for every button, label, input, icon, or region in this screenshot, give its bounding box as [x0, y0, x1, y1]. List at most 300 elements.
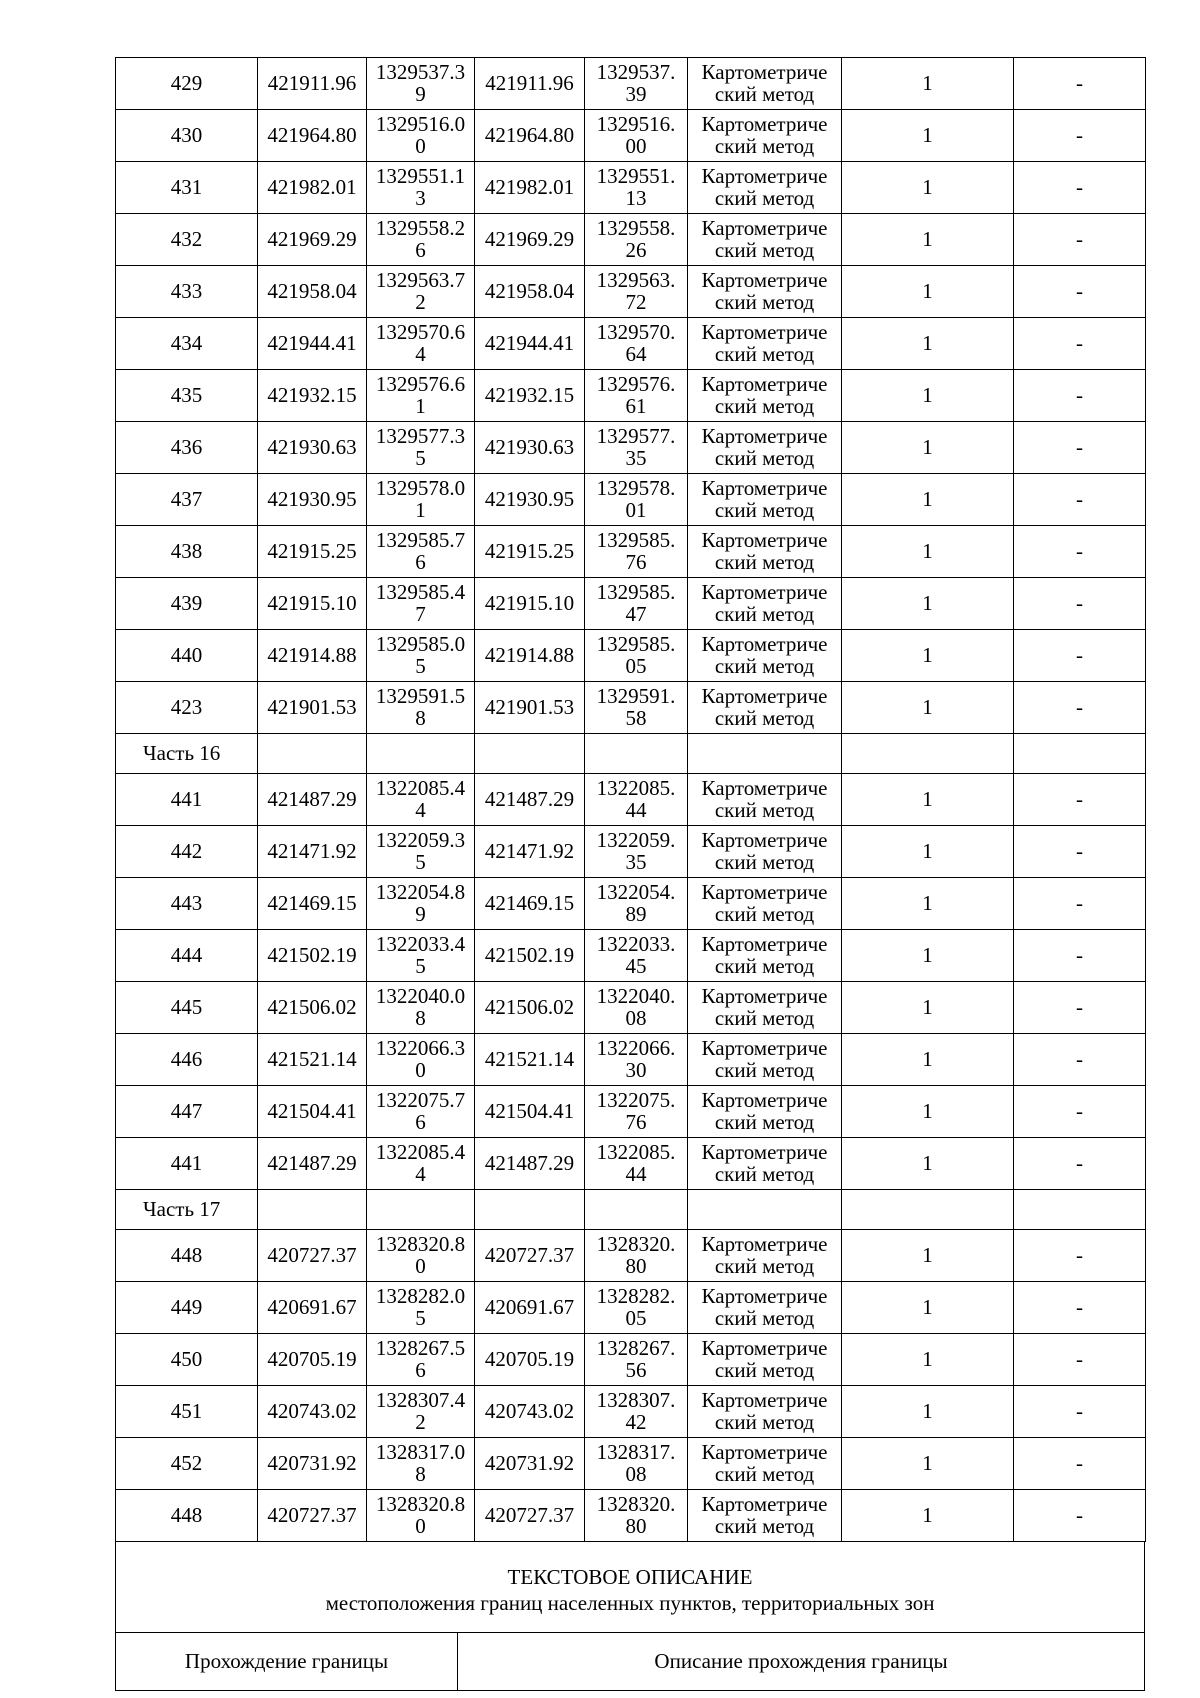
determination-method-line2: ский метод [714, 1514, 815, 1538]
y-coordinate-new-line2: 76 [625, 549, 647, 574]
accuracy-value: 1 [842, 1334, 1014, 1386]
y-coordinate-existing-line2: 0 [415, 1253, 426, 1278]
accuracy-value: 1 [842, 982, 1014, 1034]
determination-method [688, 682, 842, 734]
empty-cell [1014, 1190, 1146, 1230]
x-coordinate-existing: 421469.15 [258, 878, 367, 930]
empty-cell [842, 1190, 1014, 1230]
y-coordinate-new-line2: 39 [625, 81, 647, 106]
y-coordinate-new-line1: 1329537. [596, 60, 676, 84]
y-coordinate-existing-line2: 5 [415, 653, 426, 678]
y-coordinate-new-line2: 72 [625, 289, 647, 314]
note-value: - [1014, 982, 1146, 1034]
y-coordinate-new-line2: 47 [625, 601, 647, 626]
y-coordinate-new-line2: 42 [625, 1409, 647, 1434]
empty-cell [688, 734, 842, 774]
x-coordinate-existing: 420731.92 [258, 1438, 367, 1490]
y-coordinate-existing-line1: 1328320.8 [375, 1492, 466, 1516]
point-number: 431 [116, 162, 258, 214]
point-number: 436 [116, 422, 258, 474]
note-value: - [1014, 318, 1146, 370]
y-coordinate-new [585, 1386, 688, 1438]
y-coordinate-new [585, 1334, 688, 1386]
accuracy-value: 1 [842, 1282, 1014, 1334]
y-coordinate-existing-line1: 1329577.3 [375, 424, 466, 448]
accuracy-value: 1 [842, 682, 1014, 734]
x-coordinate-existing: 421944.41 [258, 318, 367, 370]
y-coordinate-existing [367, 422, 475, 474]
y-coordinate-existing-line2: 0 [415, 133, 426, 158]
y-coordinate-new [585, 162, 688, 214]
note-value: - [1014, 1282, 1146, 1334]
accuracy-value: 1 [842, 58, 1014, 110]
empty-cell [688, 1190, 842, 1230]
point-number: 449 [116, 1282, 258, 1334]
y-coordinate-existing-line1: 1328267.5 [375, 1336, 466, 1360]
y-coordinate-new-line2: 64 [625, 341, 647, 366]
y-coordinate-existing-line1: 1328282.0 [375, 1284, 466, 1308]
y-coordinate-existing-line1: 1322066.3 [375, 1036, 466, 1060]
note-value: - [1014, 58, 1146, 110]
y-coordinate-new-line2: 08 [625, 1005, 647, 1030]
determination-method [688, 1086, 842, 1138]
point-number: 448 [116, 1230, 258, 1282]
column-header-boundary-passage: Прохождение границы [116, 1633, 458, 1690]
y-coordinate-new-line2: 26 [625, 237, 647, 262]
note-value: - [1014, 1086, 1146, 1138]
determination-method [688, 1034, 842, 1086]
accuracy-value: 1 [842, 1386, 1014, 1438]
table-row [116, 162, 1146, 214]
x-coordinate-new: 421487.29 [475, 774, 585, 826]
determination-method-line2: ский метод [714, 1410, 815, 1434]
y-coordinate-new [585, 1490, 688, 1542]
y-coordinate-new-line1: 1329576. [596, 372, 676, 396]
y-coordinate-existing-line1: 1329591.5 [375, 684, 466, 708]
y-coordinate-new [585, 930, 688, 982]
y-coordinate-existing [367, 826, 475, 878]
determination-method-line1: Картометриче [701, 217, 828, 240]
y-coordinate-new-line2: 01 [625, 497, 647, 522]
y-coordinate-new [585, 1438, 688, 1490]
point-number: 430 [116, 110, 258, 162]
determination-method [688, 1334, 842, 1386]
determination-method-line2: ский метод [714, 290, 815, 314]
determination-method [688, 982, 842, 1034]
determination-method-line1: Картометриче [701, 985, 828, 1008]
y-coordinate-existing-line2: 4 [415, 1161, 426, 1186]
part-header-row [116, 1190, 1146, 1230]
accuracy-value: 1 [842, 1438, 1014, 1490]
empty-cell [367, 1190, 475, 1230]
determination-method-line2: ский метод [714, 1254, 815, 1278]
determination-method [688, 1138, 842, 1190]
x-coordinate-existing: 421915.10 [258, 578, 367, 630]
accuracy-value: 1 [842, 578, 1014, 630]
x-coordinate-existing: 421915.25 [258, 526, 367, 578]
x-coordinate-new: 421901.53 [475, 682, 585, 734]
x-coordinate-existing: 421901.53 [258, 682, 367, 734]
y-coordinate-new-line1: 1328267. [596, 1336, 676, 1360]
point-number: 433 [116, 266, 258, 318]
determination-method-line1: Картометриче [701, 1285, 828, 1308]
empty-cell [367, 734, 475, 774]
x-coordinate-new: 421964.80 [475, 110, 585, 162]
determination-method [688, 110, 842, 162]
note-value: - [1014, 682, 1146, 734]
table-row [116, 1034, 1146, 1086]
y-coordinate-new [585, 1282, 688, 1334]
y-coordinate-existing-line1: 1322054.8 [375, 880, 466, 904]
y-coordinate-new-line1: 1322085. [596, 776, 676, 800]
y-coordinate-new [585, 1230, 688, 1282]
y-coordinate-new-line2: 45 [625, 953, 647, 978]
y-coordinate-existing-line1: 1329516.0 [375, 112, 466, 136]
x-coordinate-existing: 421930.63 [258, 422, 367, 474]
determination-method-line1: Картометриче [701, 1037, 828, 1060]
table-row [116, 578, 1146, 630]
x-coordinate-existing: 421502.19 [258, 930, 367, 982]
x-coordinate-existing: 421930.95 [258, 474, 367, 526]
determination-method [688, 318, 842, 370]
determination-method-line2: ский метод [714, 82, 815, 106]
y-coordinate-new-line1: 1328317. [596, 1440, 676, 1464]
x-coordinate-existing: 421521.14 [258, 1034, 367, 1086]
empty-cell [1014, 734, 1146, 774]
x-coordinate-existing: 421504.41 [258, 1086, 367, 1138]
point-number: 439 [116, 578, 258, 630]
determination-method-line1: Картометриче [701, 1493, 828, 1516]
determination-method-line2: ский метод [714, 602, 815, 626]
empty-cell [585, 1190, 688, 1230]
determination-method-line1: Картометриче [701, 61, 828, 84]
y-coordinate-new-line1: 1329570. [596, 320, 676, 344]
x-coordinate-new: 421982.01 [475, 162, 585, 214]
table-row [116, 526, 1146, 578]
note-value: - [1014, 1490, 1146, 1542]
empty-cell [475, 1190, 585, 1230]
empty-cell [258, 734, 367, 774]
accuracy-value: 1 [842, 774, 1014, 826]
empty-cell [258, 1190, 367, 1230]
y-coordinate-new-line1: 1322040. [596, 984, 676, 1008]
x-coordinate-new: 421502.19 [475, 930, 585, 982]
y-coordinate-new [585, 110, 688, 162]
point-number: 452 [116, 1438, 258, 1490]
y-coordinate-existing-line2: 8 [415, 1461, 426, 1486]
y-coordinate-new [585, 774, 688, 826]
table-row [116, 774, 1146, 826]
x-coordinate-existing: 421911.96 [258, 58, 367, 110]
y-coordinate-new-line2: 08 [625, 1461, 647, 1486]
y-coordinate-new [585, 1034, 688, 1086]
determination-method [688, 1438, 842, 1490]
y-coordinate-new-line2: 30 [625, 1057, 647, 1082]
determination-method-line1: Картометриче [701, 1389, 828, 1412]
x-coordinate-existing: 421487.29 [258, 1138, 367, 1190]
y-coordinate-existing [367, 1138, 475, 1190]
y-coordinate-new-line1: 1328320. [596, 1232, 676, 1256]
determination-method-line2: ский метод [714, 134, 815, 158]
x-coordinate-existing: 421982.01 [258, 162, 367, 214]
y-coordinate-existing [367, 1230, 475, 1282]
y-coordinate-existing-line2: 0 [415, 1513, 426, 1538]
description-columns [116, 1633, 1144, 1690]
note-value: - [1014, 1138, 1146, 1190]
y-coordinate-existing [367, 1490, 475, 1542]
y-coordinate-existing [367, 682, 475, 734]
y-coordinate-existing-line2: 6 [415, 549, 426, 574]
y-coordinate-new-line1: 1322066. [596, 1036, 676, 1060]
empty-cell [842, 734, 1014, 774]
x-coordinate-existing: 420705.19 [258, 1334, 367, 1386]
y-coordinate-existing-line2: 5 [415, 849, 426, 874]
y-coordinate-existing-line2: 6 [415, 1357, 426, 1382]
y-coordinate-existing [367, 1334, 475, 1386]
y-coordinate-new-line2: 44 [625, 797, 647, 822]
x-coordinate-new: 420691.67 [475, 1282, 585, 1334]
y-coordinate-existing-line1: 1329585.7 [375, 528, 466, 552]
y-coordinate-existing-line2: 9 [415, 81, 426, 106]
part-header-row [116, 734, 1146, 774]
x-coordinate-existing: 420691.67 [258, 1282, 367, 1334]
note-value: - [1014, 474, 1146, 526]
y-coordinate-existing [367, 162, 475, 214]
x-coordinate-existing: 421964.80 [258, 110, 367, 162]
accuracy-value: 1 [842, 474, 1014, 526]
x-coordinate-new: 420743.02 [475, 1386, 585, 1438]
y-coordinate-existing-line2: 0 [415, 1057, 426, 1082]
determination-method-line2: ский метод [714, 954, 815, 978]
y-coordinate-new-line2: 13 [625, 185, 647, 210]
determination-method-line2: ский метод [714, 1358, 815, 1382]
table-row [116, 266, 1146, 318]
y-coordinate-new-line1: 1329551. [596, 164, 676, 188]
y-coordinate-existing [367, 214, 475, 266]
y-coordinate-new-line1: 1329578. [596, 476, 676, 500]
y-coordinate-existing-line1: 1329537.3 [375, 60, 466, 84]
table-row [116, 1334, 1146, 1386]
determination-method-line2: ский метод [714, 1306, 815, 1330]
determination-method [688, 774, 842, 826]
x-coordinate-existing: 421914.88 [258, 630, 367, 682]
determination-method [688, 214, 842, 266]
determination-method-line1: Картометриче [701, 685, 828, 708]
x-coordinate-new: 421944.41 [475, 318, 585, 370]
y-coordinate-new-line2: 35 [625, 445, 647, 470]
y-coordinate-new [585, 982, 688, 1034]
y-coordinate-existing-line1: 1322075.7 [375, 1088, 466, 1112]
note-value: - [1014, 1438, 1146, 1490]
y-coordinate-existing [367, 58, 475, 110]
y-coordinate-existing-line2: 1 [415, 497, 426, 522]
y-coordinate-new [585, 826, 688, 878]
x-coordinate-new: 421911.96 [475, 58, 585, 110]
determination-method [688, 578, 842, 630]
x-coordinate-existing: 421969.29 [258, 214, 367, 266]
determination-method-line1: Картометриче [701, 425, 828, 448]
x-coordinate-new: 420705.19 [475, 1334, 585, 1386]
determination-method-line2: ский метод [714, 850, 815, 874]
x-coordinate-existing: 421958.04 [258, 266, 367, 318]
point-number: 451 [116, 1386, 258, 1438]
accuracy-value: 1 [842, 878, 1014, 930]
accuracy-value: 1 [842, 1230, 1014, 1282]
determination-method [688, 1490, 842, 1542]
y-coordinate-existing-line2: 7 [415, 601, 426, 626]
table-row [116, 878, 1146, 930]
x-coordinate-new: 421469.15 [475, 878, 585, 930]
determination-method-line1: Картометриче [701, 933, 828, 956]
y-coordinate-existing-line2: 8 [415, 705, 426, 730]
determination-method [688, 162, 842, 214]
y-coordinate-existing-line2: 8 [415, 1005, 426, 1030]
y-coordinate-new-line1: 1322059. [596, 828, 676, 852]
determination-method-line2: ский метод [714, 550, 815, 574]
x-coordinate-new: 421504.41 [475, 1086, 585, 1138]
determination-method [688, 630, 842, 682]
accuracy-value: 1 [842, 422, 1014, 474]
determination-method-line2: ский метод [714, 446, 815, 470]
accuracy-value: 1 [842, 1490, 1014, 1542]
determination-method-line2: ский метод [714, 394, 815, 418]
note-value: - [1014, 110, 1146, 162]
y-coordinate-existing [367, 630, 475, 682]
y-coordinate-existing-line2: 6 [415, 1109, 426, 1134]
y-coordinate-existing-line2: 4 [415, 797, 426, 822]
point-number: 440 [116, 630, 258, 682]
y-coordinate-existing [367, 878, 475, 930]
point-number: 444 [116, 930, 258, 982]
accuracy-value: 1 [842, 930, 1014, 982]
y-coordinate-existing-line2: 4 [415, 341, 426, 366]
y-coordinate-new-line1: 1322054. [596, 880, 676, 904]
determination-method-line2: ский метод [714, 1058, 815, 1082]
y-coordinate-new-line1: 1322085. [596, 1140, 676, 1164]
point-number: 437 [116, 474, 258, 526]
y-coordinate-existing [367, 982, 475, 1034]
determination-method-line2: ский метод [714, 902, 815, 926]
determination-method-line1: Картометриче [701, 581, 828, 604]
determination-method-line1: Картометриче [701, 165, 828, 188]
determination-method-line1: Картометриче [701, 1233, 828, 1256]
determination-method-line1: Картометриче [701, 1441, 828, 1464]
y-coordinate-new-line1: 1329585. [596, 632, 676, 656]
y-coordinate-new-line2: 35 [625, 849, 647, 874]
y-coordinate-new-line2: 80 [625, 1513, 647, 1538]
table-row [116, 474, 1146, 526]
y-coordinate-new-line2: 89 [625, 901, 647, 926]
determination-method [688, 370, 842, 422]
part-label: Часть 17 [116, 1190, 258, 1230]
y-coordinate-existing-line2: 2 [415, 289, 426, 314]
y-coordinate-existing-line1: 1329585.0 [375, 632, 466, 656]
x-coordinate-existing: 420743.02 [258, 1386, 367, 1438]
note-value: - [1014, 930, 1146, 982]
accuracy-value: 1 [842, 266, 1014, 318]
y-coordinate-new [585, 474, 688, 526]
x-coordinate-new: 421930.63 [475, 422, 585, 474]
x-coordinate-new: 420727.37 [475, 1490, 585, 1542]
y-coordinate-existing-line1: 1329578.0 [375, 476, 466, 500]
accuracy-value: 1 [842, 370, 1014, 422]
determination-method-line1: Картометриче [701, 881, 828, 904]
y-coordinate-existing-line2: 3 [415, 185, 426, 210]
y-coordinate-existing [367, 266, 475, 318]
x-coordinate-new: 420731.92 [475, 1438, 585, 1490]
determination-method-line1: Картометриче [701, 1337, 828, 1360]
determination-method-line2: ский метод [714, 1162, 815, 1186]
accuracy-value: 1 [842, 826, 1014, 878]
point-number: 423 [116, 682, 258, 734]
y-coordinate-new [585, 630, 688, 682]
x-coordinate-new: 421969.29 [475, 214, 585, 266]
y-coordinate-new-line1: 1329577. [596, 424, 676, 448]
y-coordinate-existing-line1: 1329576.6 [375, 372, 466, 396]
y-coordinate-existing-line2: 6 [415, 237, 426, 262]
point-number: 442 [116, 826, 258, 878]
y-coordinate-existing-line1: 1322085.4 [375, 776, 466, 800]
determination-method [688, 58, 842, 110]
point-number: 434 [116, 318, 258, 370]
determination-method-line1: Картометриче [701, 529, 828, 552]
determination-method-line2: ский метод [714, 654, 815, 678]
y-coordinate-existing-line1: 1322033.4 [375, 932, 466, 956]
determination-method-line2: ский метод [714, 342, 815, 366]
accuracy-value: 1 [842, 1138, 1014, 1190]
column-header-boundary-description: Описание прохождения границы [654, 1649, 948, 1673]
determination-method-line2: ский метод [714, 798, 815, 822]
y-coordinate-new [585, 422, 688, 474]
x-coordinate-existing: 420727.37 [258, 1490, 367, 1542]
note-value: - [1014, 578, 1146, 630]
y-coordinate-existing-line2: 9 [415, 901, 426, 926]
table-row [116, 1386, 1146, 1438]
table-row [116, 930, 1146, 982]
coordinates-table [115, 57, 1146, 1542]
x-coordinate-new: 421521.14 [475, 1034, 585, 1086]
point-number: 446 [116, 1034, 258, 1086]
y-coordinate-new-line1: 1329563. [596, 268, 676, 292]
y-coordinate-new [585, 58, 688, 110]
y-coordinate-new-line2: 80 [625, 1253, 647, 1278]
determination-method-line1: Картометриче [701, 113, 828, 136]
y-coordinate-existing [367, 930, 475, 982]
y-coordinate-existing-line2: 5 [415, 445, 426, 470]
y-coordinate-existing [367, 110, 475, 162]
determination-method [688, 878, 842, 930]
y-coordinate-new-line2: 05 [625, 1305, 647, 1330]
note-value: - [1014, 878, 1146, 930]
description-title: ТЕКСТОВОЕ ОПИСАНИЕ [507, 1565, 753, 1589]
y-coordinate-new [585, 878, 688, 930]
y-coordinate-existing-line1: 1329551.1 [375, 164, 466, 188]
x-coordinate-existing: 421487.29 [258, 774, 367, 826]
y-coordinate-existing-line1: 1328317.0 [375, 1440, 466, 1464]
table-body [116, 58, 1146, 1542]
determination-method-line2: ский метод [714, 1006, 815, 1030]
note-value: - [1014, 1386, 1146, 1438]
determination-method [688, 422, 842, 474]
point-number: 441 [116, 1138, 258, 1190]
table-row [116, 1282, 1146, 1334]
determination-method [688, 266, 842, 318]
y-coordinate-new [585, 318, 688, 370]
y-coordinate-new-line2: 00 [625, 133, 647, 158]
x-coordinate-new: 421915.25 [475, 526, 585, 578]
y-coordinate-existing [367, 1438, 475, 1490]
y-coordinate-existing [367, 774, 475, 826]
